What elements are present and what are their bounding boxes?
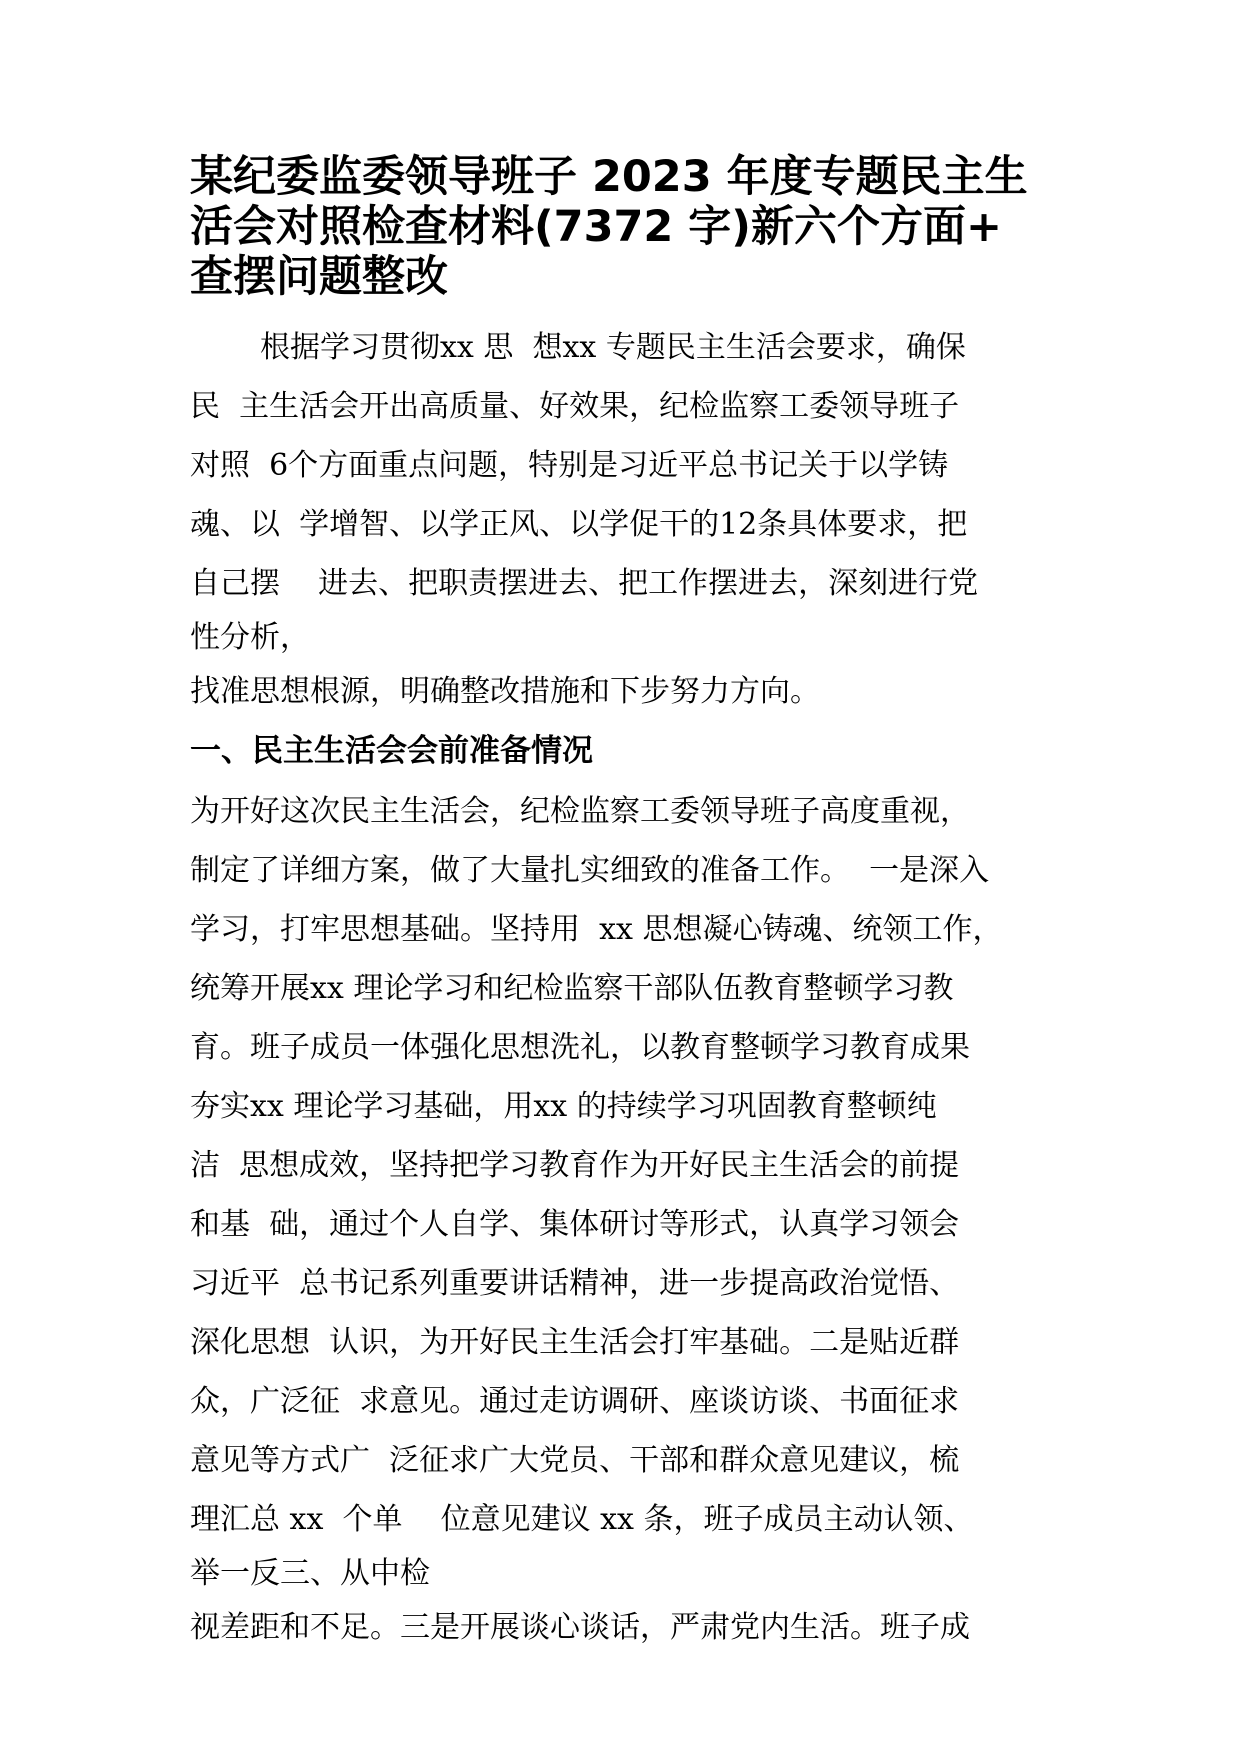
paragraph-line: 视差距和不足。三是开展谈心谈话，严肃党内生活。班子成 [190, 1610, 970, 1645]
paragraph-line: 根据学习贯彻xx 思 想xx 专题民主生活会要求，确保 [260, 330, 966, 365]
document-title [190, 152, 1090, 302]
paragraph-line: 找准思想根源，明确整改措施和下步努力方向。 [190, 674, 820, 709]
paragraph-line: 和基 础，通过个人自学、集体研讨等形式，认真学习领会 [190, 1207, 960, 1242]
paragraph-line: 学习，打牢思想基础。坚持用 xx 思想凝心铸魂、统领工作， [190, 912, 1003, 947]
title-line: 查摆问题整改 [190, 252, 448, 302]
paragraph-line: 育。班子成员一体强化思想洗礼，以教育整顿学习教育成果 [190, 1030, 970, 1065]
paragraph-line: 夯实xx 理论学习基础，用xx 的持续学习巩固教育整顿纯 [190, 1089, 937, 1124]
paragraph-line: 魂、以 学增智、以学正风、以学促干的12条具体要求，把 [190, 507, 968, 542]
title-line: 活会对照检查材料(7372 字)新六个方面+ [190, 202, 1002, 252]
paragraph-line: 对照 6个方面重点问题，特别是习近平总书记关于以学铸 [190, 448, 949, 483]
document-body [190, 318, 1070, 1657]
paragraph-line: 为开好这次民主生活会，纪检监察工委领导班子高度重视， [190, 794, 970, 829]
paragraph-line: 深化思想 认识，为开好民主生活会打牢基础。二是贴近群 [190, 1325, 960, 1360]
paragraph-line: 习近平 总书记系列重要讲话精神，进一步提高政治觉悟、 [190, 1266, 960, 1301]
paragraph-line: 统筹开展xx 理论学习和纪检监察干部队伍教育整顿学习教 [190, 971, 954, 1006]
paragraph-line: 制定了详细方案，做了大量扎实细致的准备工作。 一是深入 [190, 853, 990, 888]
paragraph-line: 性分析， [190, 620, 310, 655]
paragraph-line: 自己摆 进去、把职责摆进去、把工作摆进去，深刻进行党 [190, 566, 979, 601]
paragraph-line: 意见等方式广 泛征求广大党员、干部和群众意见建议，梳 [190, 1443, 960, 1478]
paragraph-line: 理汇总 xx 个单 位意见建议 xx 条，班子成员主动认领、 [190, 1502, 974, 1537]
paragraph-line: 众，广泛征 求意见。通过走访调研、座谈访谈、书面征求 [190, 1384, 960, 1419]
paragraph-line: 民 主生活会开出高质量、好效果，纪检监察工委领导班子 [190, 389, 960, 424]
paragraph-line: 洁 思想成效，坚持把学习教育作为开好民主生活会的前提 [190, 1148, 960, 1183]
section-heading: 一、民主生活会会前准备情况 [190, 733, 593, 769]
paragraph-line: 举一反三、从中检 [190, 1556, 430, 1591]
title-line: 某纪委监委领导班子 2023 年度专题民主生 [190, 152, 1028, 202]
